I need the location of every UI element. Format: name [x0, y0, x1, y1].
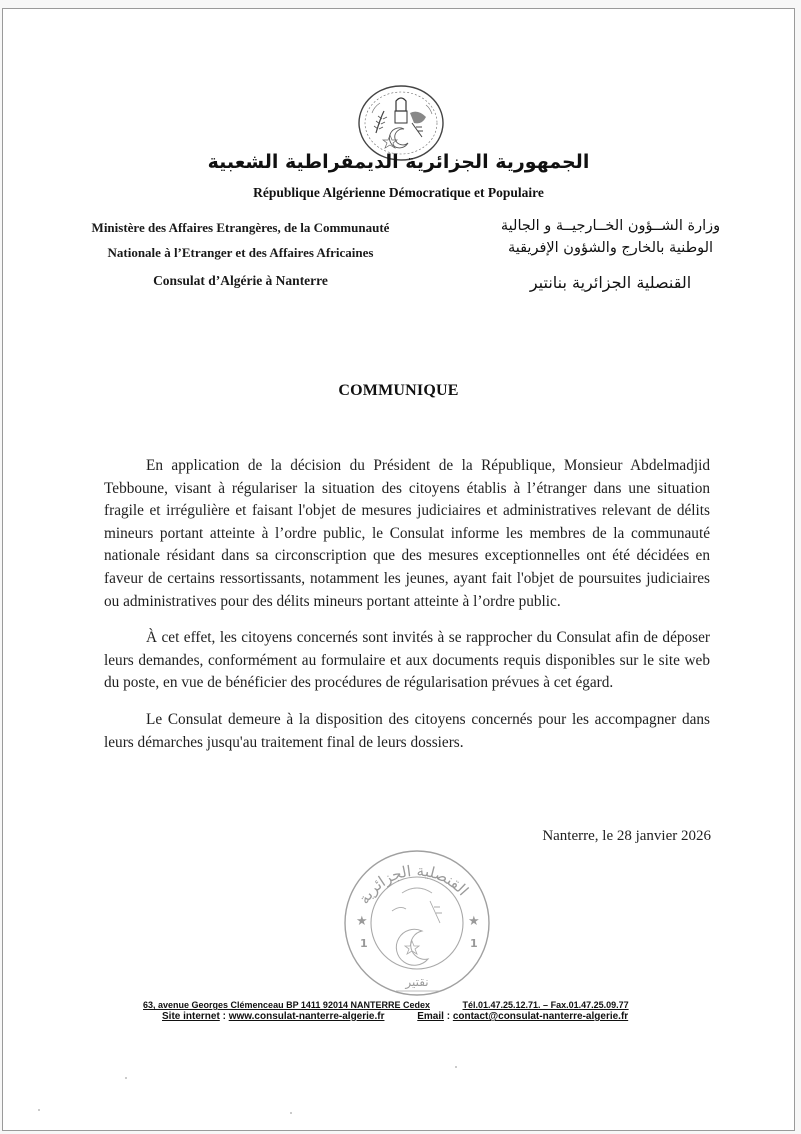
body-paragraph-1: En application de la décision du Président de la République, Monsieur Abdelmadjid Tebboune, visant à régulariser la situation des citoyens établis à l’étranger dans une situation fragile et irrégulière et faisant l'objet de mesures judiciaires et administratives relevant de délits mineurs portant atteinte à l’ordre public, le Consulat informe les membres de la communauté nationale résidant dans sa circonscription que des mesures exceptionnelles ont été décidées en faveur de certains ressortissants, notamment les jeunes, ayant fait l'objet de poursuites judiciaires ou administratives pour des délits mineurs portant atteinte à l’ordre public.: [104, 457, 710, 610]
stamp-star-right: ★: [468, 914, 480, 929]
email-link[interactable]: contact@consulat-nanterre-algerie.fr: [452, 1011, 629, 1022]
ministry-name-french: [58, 215, 423, 265]
website-label: Site internet: [162, 1011, 220, 1022]
consulate-name-french: Consulat d’Algérie à Nanterre: [153, 273, 328, 288]
scan-speck: [290, 1112, 292, 1114]
phone-fax: Tél.01.47.25.12.71. – Fax.01.47.25.09.77: [462, 1000, 629, 1010]
document-page: [2, 8, 795, 1131]
scan-speck: [38, 1109, 40, 1111]
ministry-name-arabic: [473, 215, 748, 259]
postal-address: 63, avenue Georges Clémenceau BP 1411 92014 NANTERRE Cedex: [143, 1000, 430, 1010]
consulate-official-stamp-icon: [332, 841, 502, 1001]
document-title: COMMUNIQUE: [338, 382, 459, 399]
website-separator: :: [219, 1011, 229, 1022]
email-separator: :: [443, 1011, 453, 1022]
document-body: [104, 455, 710, 768]
ministry-ar-line-1: وزارة الشــؤون الخــارجيــة و الجالية: [500, 218, 721, 234]
stamp-number-left: 1: [360, 937, 368, 950]
scan-speck: [455, 1066, 457, 1068]
website-link[interactable]: www.consulat-nanterre-algerie.fr: [228, 1011, 385, 1022]
stamp-star-left: ★: [356, 914, 368, 929]
footer-contact: [143, 1000, 703, 1022]
stamp-bottom-text: نقتير: [405, 975, 429, 989]
ministry-fr-line-2: Nationale à l’Etranger et des Affaires Africaines: [107, 245, 374, 260]
body-paragraph-3: Le Consulat demeure à la disposition des citoyens concernés pour les accompagner dans leurs démarches jusqu'au traitement final de leurs dossiers.: [104, 710, 710, 751]
scan-speck: [125, 1077, 127, 1079]
ministry-ar-line-2: الوطنية بالخارج والشؤون الإفريقية: [507, 240, 714, 256]
email-label: Email: [417, 1011, 444, 1022]
state-name-arabic: الجمهورية الجزائرية الديمقراطية الشعبية: [207, 151, 590, 173]
stamp-outer-text: القنصلية الجزائرية: [354, 861, 473, 908]
body-paragraph-2: À cet effet, les citoyens concernés sont invités à se rapprocher du Consulat afin de déposer leurs demandes, conformément au formulaire et aux documents requis disponibles sur le site web du poste, en vue de bénéficier des procédures de régularisation prévues à cet égard.: [104, 629, 710, 692]
state-name-french: République Algérienne Démocratique et Populaire: [253, 185, 544, 200]
footer-address-line: [143, 1000, 703, 1010]
email-block: [417, 1011, 628, 1022]
stamp-number-right: 1: [470, 937, 478, 950]
consulate-name-arabic: القنصلية الجزائرية بنانتير: [529, 273, 692, 292]
ministry-fr-line-1: Ministère des Affaires Etrangères, de la Communauté: [91, 220, 390, 235]
footer-web-line: [143, 1011, 703, 1022]
place-and-date: Nanterre, le 28 janvier 2026: [542, 828, 711, 844]
